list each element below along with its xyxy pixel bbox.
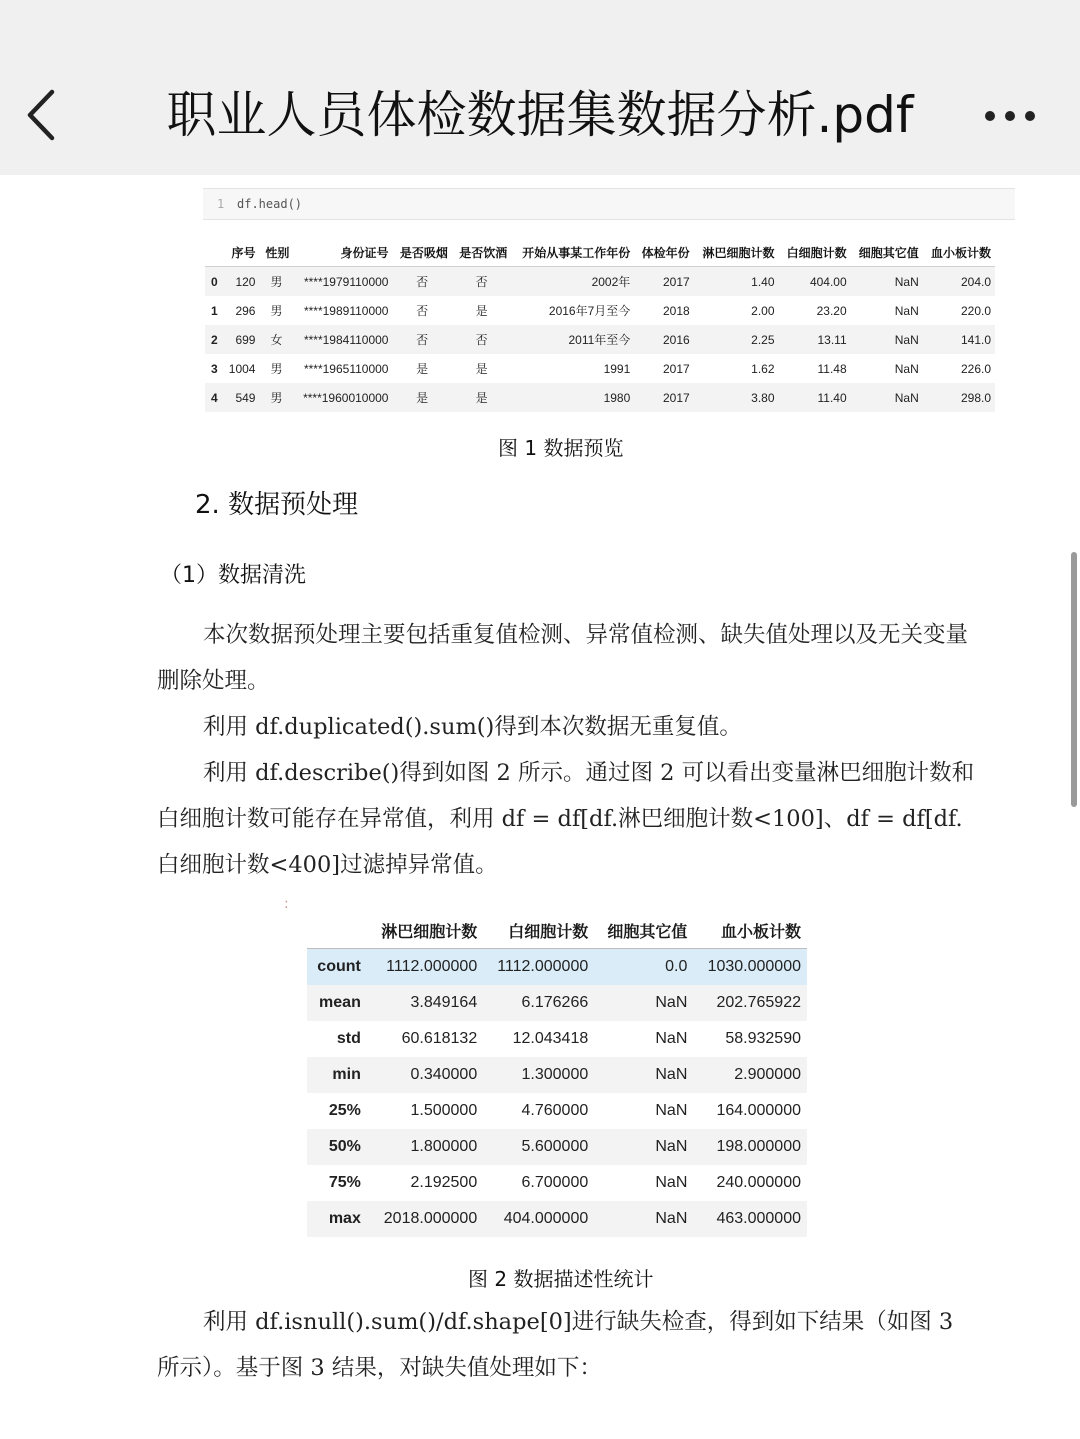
table-cell: 2018.000000 <box>383 1210 478 1227</box>
subsection-heading: （1）数据清洗 <box>160 563 306 588</box>
table-cell: 1112.000000 <box>497 958 589 975</box>
more-horizontal-icon <box>978 96 1048 136</box>
table-header-cell: 是否饮酒 <box>452 238 511 267</box>
table-header-row <box>205 238 995 267</box>
table-cell: NaN <box>655 1066 688 1083</box>
table-cell: 0.0 <box>665 958 688 975</box>
table-header-cell: 淋巴细胞计数 <box>367 912 483 949</box>
table-cell: 否 <box>416 304 429 318</box>
table-cell: 1030.000000 <box>707 958 801 975</box>
table-cell: 202.765922 <box>716 994 801 1011</box>
table-cell: 549 <box>235 390 256 405</box>
table-cell: 是 <box>416 391 429 405</box>
table-cell: 是 <box>475 362 488 376</box>
table-cell: NaN <box>655 1210 688 1227</box>
table-header-cell: 白细胞计数 <box>483 912 594 949</box>
table-cell: ****1960010000 <box>303 390 389 405</box>
table-cell: NaN <box>655 1174 688 1191</box>
table-cell: 204.0 <box>960 274 991 289</box>
table-row <box>307 985 807 1021</box>
table-cell: NaN <box>894 361 919 376</box>
table-cell: 否 <box>416 333 429 347</box>
code-text: df.head() <box>237 197 303 211</box>
table-cell: 是 <box>475 304 488 318</box>
scrollbar-thumb[interactable] <box>1071 552 1077 807</box>
table-cell: 5.600000 <box>521 1138 589 1155</box>
code-cell <box>203 188 1015 220</box>
table-cell: 220.0 <box>960 303 991 318</box>
document-title: 职业人员体检数据集数据分析.pdf <box>166 86 914 144</box>
table-cell: 141.0 <box>960 332 991 347</box>
table-row <box>307 1165 807 1201</box>
table-cell: NaN <box>894 303 919 318</box>
table-cell: 58.932590 <box>725 1030 801 1047</box>
table-header-row <box>307 912 807 949</box>
paragraph <box>157 612 977 704</box>
row-label: count <box>317 958 361 975</box>
table-cell: 男 <box>270 362 283 376</box>
row-index: 3 <box>211 361 218 376</box>
table-cell: 1112.000000 <box>386 958 478 975</box>
row-label: mean <box>319 994 361 1011</box>
table-cell: 1.300000 <box>521 1066 589 1083</box>
chevron-left-icon <box>22 82 66 148</box>
table-header-cell: 血小板计数 <box>693 912 807 949</box>
table-cell: 404.00 <box>809 274 847 289</box>
paragraph-text: 本次数据预处理主要包括重复值检测、异常值检测、缺失值处理以及无关变量删除处理。 <box>157 622 969 694</box>
table-cell: 1.800000 <box>410 1138 478 1155</box>
table-cell: 否 <box>416 275 429 289</box>
table-header-cell: 淋巴细胞计数 <box>694 238 779 267</box>
table-cell: 3.80 <box>751 390 775 405</box>
table-cell: NaN <box>894 390 919 405</box>
table-cell: 1.62 <box>751 361 775 376</box>
table-cell: 198.000000 <box>716 1138 801 1155</box>
table-cell: 2017 <box>662 390 690 405</box>
table-cell: ****1965110000 <box>303 361 389 376</box>
figure-2-caption: 图 2 数据描述性统计 <box>468 1267 654 1291</box>
annotation-marker: : <box>284 896 289 912</box>
table-cell: 6.176266 <box>521 994 589 1011</box>
table-header-cell: 序号 <box>223 238 260 267</box>
table-cell: 女 <box>270 333 283 347</box>
table-cell: 463.000000 <box>716 1210 801 1227</box>
table-cell: 13.11 <box>817 332 847 347</box>
table-header-cell: 血小板计数 <box>923 238 995 267</box>
row-label: 50% <box>328 1138 361 1155</box>
data-preview-table <box>205 238 995 412</box>
table-cell: 298.0 <box>960 390 991 405</box>
table-row <box>307 1021 807 1057</box>
table-header-cell: 白细胞计数 <box>779 238 851 267</box>
section-heading: 2. 数据预处理 <box>195 490 359 520</box>
paragraph-text: 利用 df.isnull().sum()/df.shape[0]进行缺失检查，得到如下结果（如图 3 所示）。基于图 3 结果，对缺失值处理如下： <box>157 1309 954 1381</box>
table-row <box>307 1129 807 1165</box>
table-cell: 男 <box>270 391 283 405</box>
table-header-cell: 体检年份 <box>634 238 693 267</box>
paragraph <box>157 750 977 888</box>
paragraph <box>157 1299 977 1391</box>
table-cell: 2016年7月至今 <box>548 304 631 318</box>
table-cell: 2.25 <box>751 332 775 347</box>
row-label: 75% <box>328 1174 361 1191</box>
table-cell: 男 <box>270 275 283 289</box>
row-label: std <box>336 1030 361 1047</box>
table-row <box>205 383 995 412</box>
table-cell: 11.48 <box>817 361 847 376</box>
table-cell: NaN <box>894 274 919 289</box>
table-cell: 12.043418 <box>512 1030 589 1047</box>
table-row <box>205 267 995 297</box>
table-row <box>307 1093 807 1129</box>
table-row <box>307 1201 807 1237</box>
table-cell: NaN <box>655 994 688 1011</box>
row-label: max <box>328 1210 361 1227</box>
table-cell: ****1979110000 <box>303 274 389 289</box>
table-cell: 是 <box>475 391 488 405</box>
table-cell: 240.000000 <box>716 1174 801 1191</box>
table-cell: 226.0 <box>960 361 991 376</box>
table-cell: 否 <box>475 275 488 289</box>
row-index: 1 <box>211 303 218 318</box>
table-header-cell: 开始从事某工作年份 <box>511 238 634 267</box>
more-button[interactable] <box>978 96 1048 136</box>
table-header-cell: 是否吸烟 <box>392 238 451 267</box>
table-cell: 1.40 <box>751 274 775 289</box>
paragraph <box>157 704 977 750</box>
table-cell: 2.192500 <box>410 1174 478 1191</box>
table-cell: 2016 <box>662 332 690 347</box>
table-cell: 2002年 <box>591 275 631 289</box>
table-cell: 否 <box>475 333 488 347</box>
table-cell: NaN <box>655 1138 688 1155</box>
table-cell: 2011年至今 <box>568 333 631 347</box>
table-row <box>307 1057 807 1093</box>
table-row <box>307 949 807 986</box>
paragraph-text: 利用 df.describe()得到如图 2 所示。通过图 2 可以看出变量淋巴细胞计数和白细胞计数可能存在异常值，利用 df = df[df.淋巴细胞计数<100]、df = df[df.白细胞计数<400]过滤掉异常值。 <box>157 760 975 878</box>
table-cell: 1.500000 <box>410 1102 478 1119</box>
table-header-cell <box>307 912 367 949</box>
table-cell: 6.700000 <box>521 1174 589 1191</box>
describe-stats-table <box>307 912 807 1237</box>
table-cell: 2017 <box>662 361 690 376</box>
row-label: 25% <box>328 1102 361 1119</box>
table-cell: NaN <box>655 1102 688 1119</box>
table-header-cell: 细胞其它值 <box>594 912 693 949</box>
table-cell: NaN <box>894 332 919 347</box>
table-cell: 3.849164 <box>410 994 478 1011</box>
table-header-cell: 性别 <box>259 238 293 267</box>
table-header-cell <box>205 238 223 267</box>
table-cell: 164.000000 <box>716 1102 801 1119</box>
table-cell: 1980 <box>603 390 631 405</box>
row-index: 2 <box>211 332 218 347</box>
table-cell: 0.340000 <box>410 1066 478 1083</box>
row-label: min <box>332 1066 361 1083</box>
table-row <box>205 354 995 383</box>
code-line-number: 1 <box>217 197 225 211</box>
table-cell: 23.20 <box>816 303 847 318</box>
nav-bar <box>0 0 1080 175</box>
table-cell: 699 <box>235 332 256 347</box>
table-header-cell: 细胞其它值 <box>851 238 923 267</box>
table-cell: 404.000000 <box>503 1210 589 1227</box>
row-index: 0 <box>211 274 218 289</box>
table-cell: 1004 <box>228 361 256 376</box>
table-cell: 2.900000 <box>734 1066 801 1083</box>
table-row <box>205 325 995 354</box>
table-cell: NaN <box>655 1030 688 1047</box>
table-header-cell: 身份证号 <box>293 238 392 267</box>
table-cell: 11.40 <box>817 390 847 405</box>
table-cell: 2017 <box>662 274 690 289</box>
table-cell: 296 <box>235 303 256 318</box>
row-index: 4 <box>211 390 218 405</box>
figure-1-caption: 图 1 数据预览 <box>498 436 624 460</box>
table-cell: 1991 <box>603 361 631 376</box>
table-cell: 男 <box>270 304 283 318</box>
table-cell: 2.00 <box>751 303 775 318</box>
table-cell: ****1984110000 <box>303 332 389 347</box>
table-cell: ****1989110000 <box>303 303 389 318</box>
table-cell: 120 <box>235 274 256 289</box>
back-button[interactable] <box>22 82 66 148</box>
table-row <box>205 296 995 325</box>
table-cell: 4.760000 <box>521 1102 589 1119</box>
table-cell: 是 <box>416 362 429 376</box>
table-cell: 60.618132 <box>401 1030 478 1047</box>
table-cell: 2018 <box>662 303 690 318</box>
paragraph-text: 利用 df.duplicated().sum()得到本次数据无重复值。 <box>203 714 742 740</box>
